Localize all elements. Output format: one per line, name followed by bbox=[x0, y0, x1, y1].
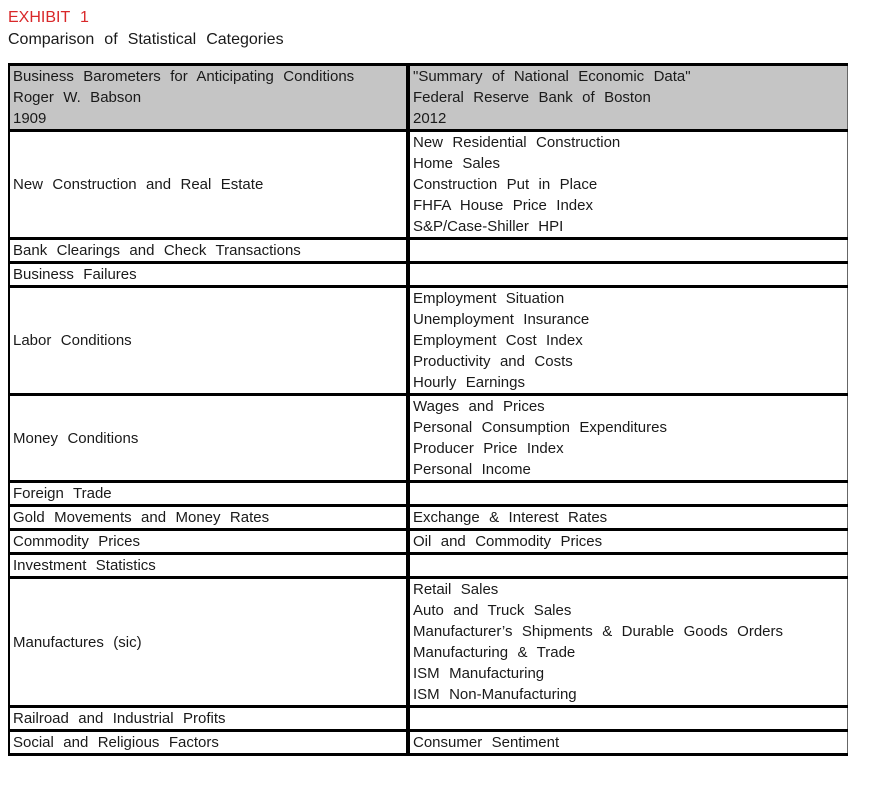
header-line: 2012 bbox=[413, 110, 447, 127]
list-item: ISM Manufacturing bbox=[413, 665, 545, 682]
category-2012-cell bbox=[408, 506, 847, 530]
list-item: Personal Income bbox=[413, 461, 531, 478]
header-cell-1909 bbox=[9, 65, 408, 131]
table-header-row bbox=[9, 65, 847, 131]
table-row bbox=[9, 239, 847, 263]
header-line: Federal Reserve Bank of Boston bbox=[413, 89, 651, 106]
category-1909-cell: Bank Clearings and Check Transactions bbox=[9, 239, 408, 263]
list-item: S&P/Case-Shiller HPI bbox=[413, 218, 564, 235]
category-1909-cell: Business Failures bbox=[9, 263, 408, 287]
header-line: Roger W. Babson bbox=[13, 89, 142, 106]
table-row bbox=[9, 707, 847, 731]
header-line: Business Barometers for Anticipating Conditions bbox=[13, 68, 355, 85]
header-line: "Summary of National Economic Data" bbox=[413, 68, 691, 85]
list-item: Employment Cost Index bbox=[413, 332, 583, 349]
table-body bbox=[9, 131, 847, 755]
category-2012-cell bbox=[408, 395, 847, 482]
table-row bbox=[9, 482, 847, 506]
list-item: Construction Put in Place bbox=[413, 176, 598, 193]
list-item: Manufacturer’s Shipments & Durable Goods Orders bbox=[413, 623, 784, 640]
category-2012-cell bbox=[408, 554, 847, 578]
category-2012-cell bbox=[408, 482, 847, 506]
category-1909-cell: Money Conditions bbox=[9, 395, 408, 482]
list-item: Auto and Truck Sales bbox=[413, 602, 572, 619]
category-2012-cell bbox=[408, 707, 847, 731]
list-item: Personal Consumption Expenditures bbox=[413, 419, 667, 436]
list-item: New Residential Construction bbox=[413, 134, 621, 151]
category-1909-cell: Labor Conditions bbox=[9, 287, 408, 395]
list-item: Retail Sales bbox=[413, 581, 499, 598]
list-item: FHFA House Price Index bbox=[413, 197, 593, 214]
list-item: Exchange & Interest Rates bbox=[413, 509, 608, 526]
category-2012-cell bbox=[408, 263, 847, 287]
category-1909-cell: Commodity Prices bbox=[9, 530, 408, 554]
category-1909-cell: New Construction and Real Estate bbox=[9, 131, 408, 239]
list-item: ISM Non-Manufacturing bbox=[413, 686, 577, 703]
list-item: Unemployment Insurance bbox=[413, 311, 590, 328]
table-row bbox=[9, 287, 847, 395]
list-item: Manufacturing & Trade bbox=[413, 644, 576, 661]
list-item: Wages and Prices bbox=[413, 398, 545, 415]
category-2012-cell bbox=[408, 239, 847, 263]
category-1909-cell: Manufactures (sic) bbox=[9, 578, 408, 707]
header-cell-2012 bbox=[408, 65, 847, 131]
table-row bbox=[9, 263, 847, 287]
table-row bbox=[9, 395, 847, 482]
category-1909-cell: Foreign Trade bbox=[9, 482, 408, 506]
comparison-table bbox=[8, 63, 848, 756]
table-row bbox=[9, 530, 847, 554]
table-row bbox=[9, 554, 847, 578]
table-row bbox=[9, 578, 847, 707]
category-2012-cell bbox=[408, 131, 847, 239]
category-1909-cell: Railroad and Industrial Profits bbox=[9, 707, 408, 731]
table-row bbox=[9, 506, 847, 530]
page-title: Comparison of Statistical Categories bbox=[8, 31, 284, 48]
list-item: Productivity and Costs bbox=[413, 353, 573, 370]
exhibit-label: EXHIBIT 1 bbox=[8, 9, 89, 26]
list-item: Employment Situation bbox=[413, 290, 565, 307]
category-2012-cell bbox=[408, 731, 847, 755]
category-2012-cell bbox=[408, 287, 847, 395]
table-row bbox=[9, 131, 847, 239]
category-1909-cell: Social and Religious Factors bbox=[9, 731, 408, 755]
table-row bbox=[9, 731, 847, 755]
list-item: Oil and Commodity Prices bbox=[413, 533, 603, 550]
category-1909-cell: Gold Movements and Money Rates bbox=[9, 506, 408, 530]
category-2012-cell bbox=[408, 530, 847, 554]
header-line: 1909 bbox=[13, 110, 47, 127]
list-item: Home Sales bbox=[413, 155, 500, 172]
category-2012-cell bbox=[408, 578, 847, 707]
category-1909-cell: Investment Statistics bbox=[9, 554, 408, 578]
list-item: Consumer Sentiment bbox=[413, 734, 560, 751]
list-item: Hourly Earnings bbox=[413, 374, 525, 391]
list-item: Producer Price Index bbox=[413, 440, 564, 457]
